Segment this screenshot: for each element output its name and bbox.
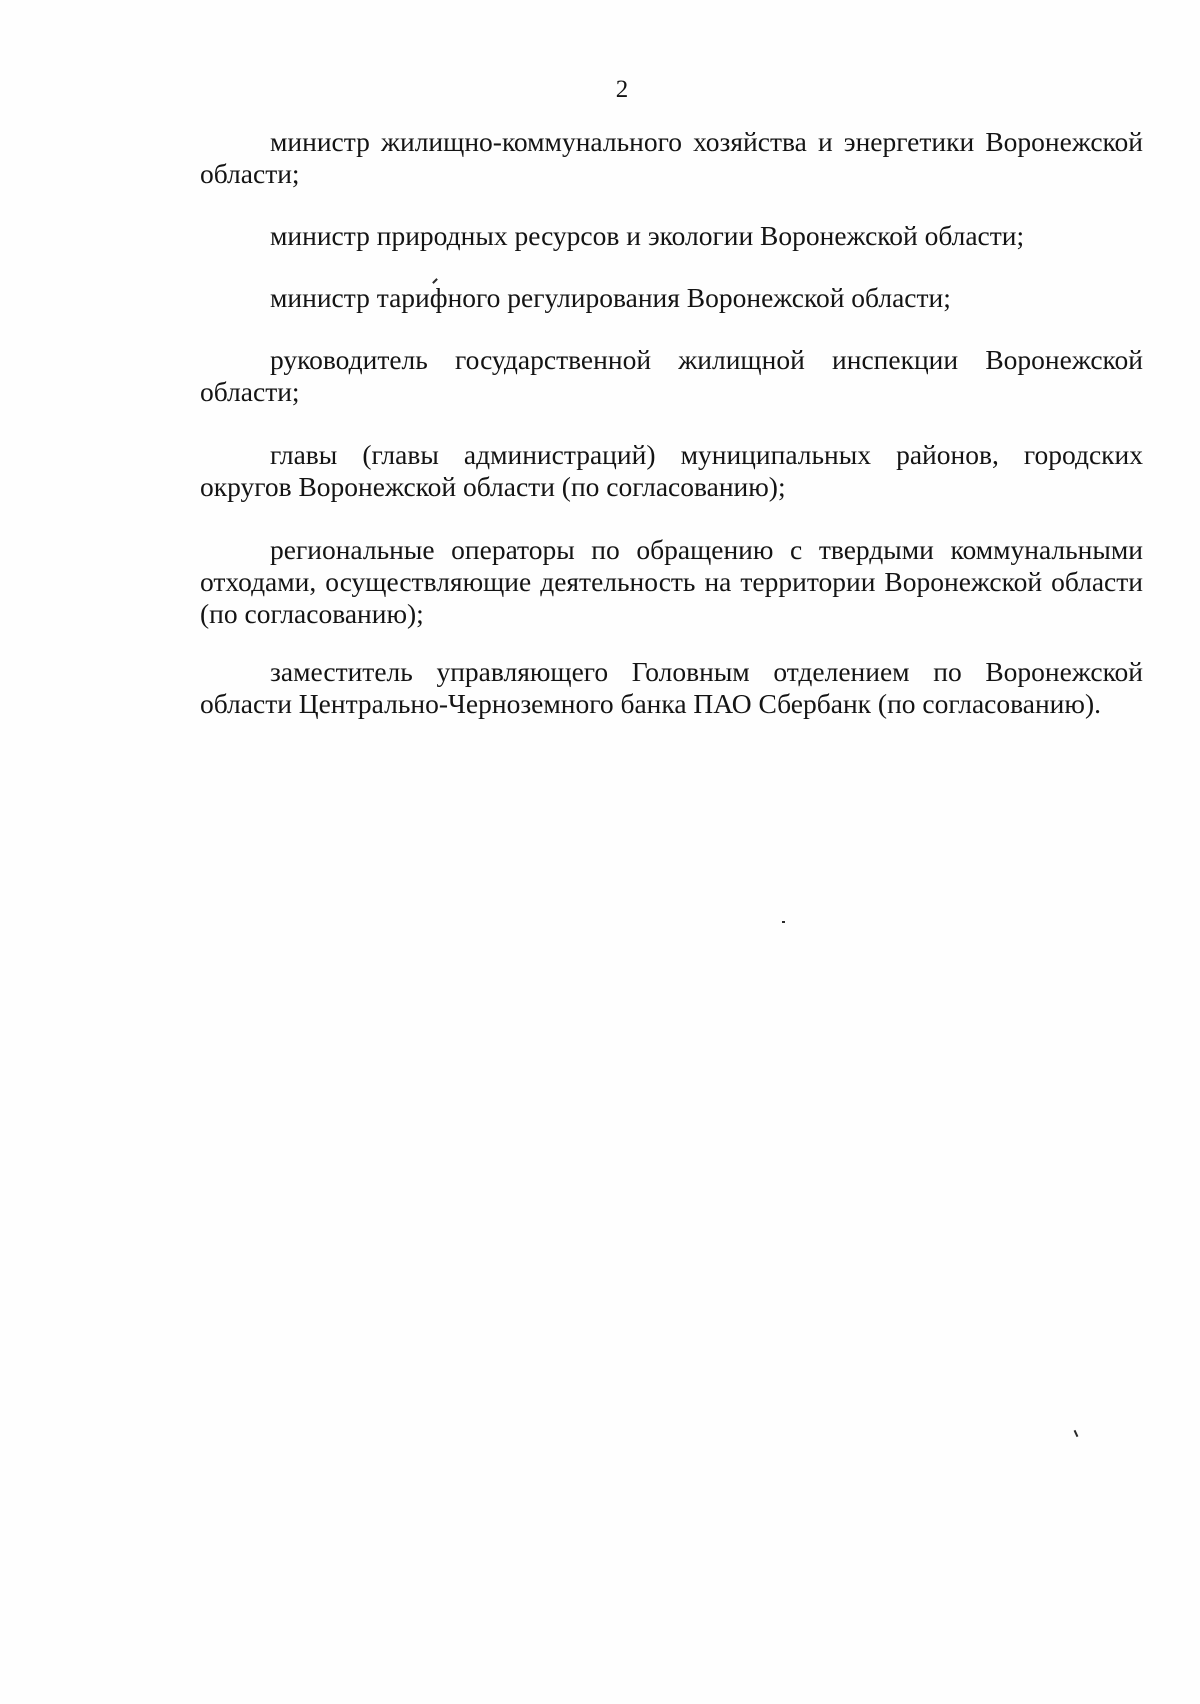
list-item: заместитель управляющего Головным отделением по Воронежской области Центрально-Черноземного банка ПАО Сбербанк (по согласованию). xyxy=(200,656,1143,719)
scan-speck xyxy=(1074,1430,1079,1437)
list-item: руководитель государственной жилищной инспекции Воронежской области; xyxy=(200,344,1143,407)
list-item: главы (главы администраций) муниципальных районов, городских округов Воронежской области (по согласованию); xyxy=(200,439,1143,502)
member-list xyxy=(200,126,1143,720)
list-item: региональные операторы по обращению с твердыми коммунальными отходами, осуществляющие деятельность на территории Воронежской области (по согласованию); xyxy=(200,534,1143,629)
list-item: министр жилищно-коммунального хозяйства и энергетики Воронежской области; xyxy=(200,126,1143,189)
page-number: 2 xyxy=(615,76,629,103)
list-item: министр тарифного регулирования Воронежской области; xyxy=(270,282,951,313)
list-item: министр природных ресурсов и экологии Воронежской области; xyxy=(270,220,1025,251)
scan-speck xyxy=(782,921,785,923)
